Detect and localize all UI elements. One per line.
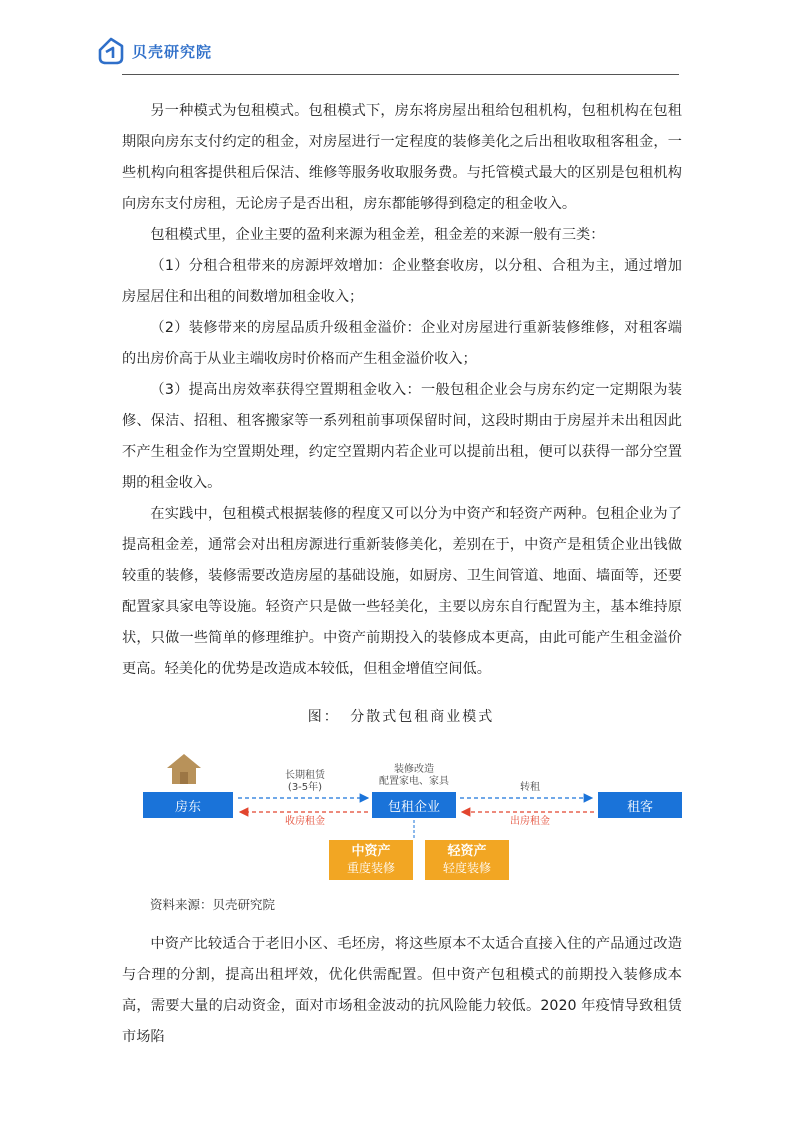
medium-asset-title: 中资产 bbox=[351, 844, 391, 859]
company-box: 包租企业 bbox=[372, 792, 456, 818]
paragraph: 包租模式里，企业主要的盈利来源为租金差，租金差的来源一般有三类： bbox=[150, 227, 605, 243]
header bbox=[96, 34, 212, 68]
logo-text: 贝壳研究院 bbox=[132, 42, 213, 61]
renovation-line1: 装修改造 bbox=[394, 764, 434, 775]
logo-icon bbox=[96, 36, 126, 66]
lease-label-line1: 长期租赁 bbox=[285, 770, 325, 781]
tenant-box: 租客 bbox=[598, 792, 682, 818]
landlord-box: 房东 bbox=[143, 792, 233, 818]
light-asset-title: 轻资产 bbox=[447, 844, 487, 859]
paragraph: （1）分租合租带来的房源坪效增加：企业整套收房，以分租、合租为主，通过增加房屋居住和出租的间数增加租金收入； bbox=[122, 258, 682, 305]
outgoing-rent-label: 出房租金 bbox=[510, 816, 550, 827]
paragraph: 在实践中，包租模式根据装修的程度又可以分为中资产和轻资产两种。包租企业为了提高租金差，通常会对出租房源进行重新装修美化，差别在于，中资产是租赁企业出钱做较重的装修，装修需要改造房屋的基础设施，如厨房、卫生间管道、地面、墙面等，还要配置家具家电等设施。轻资产只是做一些轻美化，主要以房东自行配置为主，基本维持原状，只做一些简单的修理维护。中资产前期投入的装修成本更高，由此可能产生租金溢价更高。轻美化的优势是改造成本较低，但租金增值空间低。 bbox=[122, 506, 682, 677]
paragraph: （2）装修带来的房屋品质升级租金溢价：企业对房屋进行重新装修维修，对租客端的出房价高于从业主端收房时价格而产生租金溢价收入； bbox=[122, 320, 682, 367]
light-renovation-text: 轻度装修 bbox=[442, 861, 491, 875]
heavy-renovation-text: 重度装修 bbox=[346, 861, 395, 875]
lease-label bbox=[260, 770, 350, 794]
sublet-label: 转租 bbox=[520, 782, 540, 793]
figure-source: 资料来源：贝壳研究院 bbox=[150, 897, 276, 912]
article-body-top bbox=[122, 96, 682, 685]
article-body-bottom bbox=[122, 929, 682, 1053]
business-model-diagram bbox=[120, 740, 700, 890]
figure-title: 图： 分散式包租商业模式 bbox=[307, 709, 495, 725]
paragraph: （3）提高出房效率获得空置期租金收入：一般包租企业会与房东约定一定期限为装修、保洁、招租、租客搬家等一系列租前事项保留时间，这段时期由于房屋并未出租因此不产生租金作为空置期处理，约定空置期内若企业可以提前出租，便可以获得一部分空置期的租金收入。 bbox=[122, 382, 682, 491]
header-divider bbox=[122, 74, 679, 75]
collect-rent-label: 收房租金 bbox=[285, 816, 325, 827]
renovation-label bbox=[360, 764, 468, 788]
renovation-line2: 配置家电、家具 bbox=[379, 776, 449, 787]
light-asset-box bbox=[425, 840, 509, 880]
house-icon bbox=[165, 752, 203, 786]
lease-label-line2: (3-5年) bbox=[287, 782, 323, 793]
medium-asset-box bbox=[329, 840, 413, 880]
paragraph: 另一种模式为包租模式。包租模式下，房东将房屋出租给包租机构，包租机构在包租期限向房东支付约定的租金，对房屋进行一定程度的装修美化之后出租收取租客租金，一些机构向租客提供租后保洁、维修等服务收取服务费。与托管模式最大的区别是包租机构向房东支付房租，无论房子是否出租，房东都能够得到稳定的租金收入。 bbox=[122, 103, 682, 212]
paragraph: 中资产比较适合于老旧小区、毛坯房，将这些原本不太适合直接入住的产品通过改造与合理的分割，提高出租坪效，优化供需配置。但中资产包租模式的前期投入装修成本高，需要大量的启动资金，面对市场租金波动的抗风险能力较低。2020 年疫情导致租赁市场陷 bbox=[122, 936, 682, 1045]
